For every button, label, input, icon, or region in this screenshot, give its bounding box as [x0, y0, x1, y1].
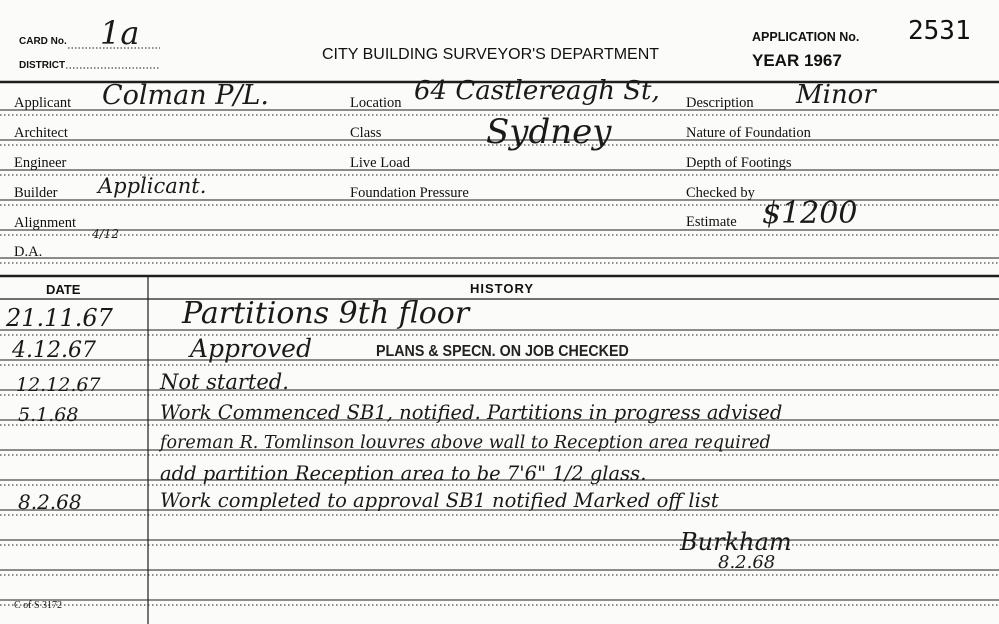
history-entry: Work completed to approval SB1 notified Marked off list	[160, 489, 719, 512]
history-date: 5.1.68	[18, 404, 79, 426]
builder-value: Applicant.	[98, 174, 207, 198]
history-date: 12.12.67	[16, 374, 101, 396]
signature-date: 8.2.68	[718, 552, 776, 573]
history-entry: foreman R. Tomlinson louvres above wall to Reception area required	[160, 433, 771, 453]
class-label: Class	[350, 125, 382, 141]
history-entry: Work Commenced SB1, notified. Partitions in progress advised	[160, 401, 783, 424]
depth-of-footings-label: Depth of Footings	[686, 155, 792, 171]
estimate-value: $1200	[762, 196, 858, 231]
live-load-label: Live Load	[350, 155, 410, 171]
location-value-2: Sydney	[486, 112, 612, 152]
department-title: CITY BUILDING SURVEYOR'S DEPARTMENT	[322, 46, 660, 63]
description-label: Description	[686, 95, 754, 111]
card-no-value: 1a	[100, 14, 140, 52]
history-entry: Approved	[190, 334, 312, 363]
form-number: C of S 3172	[14, 600, 63, 611]
architect-label: Architect	[14, 125, 68, 141]
description-value: Minor	[796, 80, 876, 110]
district-label: DISTRICT	[19, 60, 66, 71]
history-entry: Not started.	[160, 370, 289, 394]
approval-stamp: PLANS & SPECN. ON JOB CHECKED	[376, 343, 629, 360]
applicant-value: Colman P/L.	[102, 80, 269, 111]
history-date: 4.12.67	[12, 338, 96, 363]
engineer-label: Engineer	[14, 155, 67, 171]
history-entry: Partitions 9th floor	[182, 296, 470, 331]
history-entry: add partition Reception area to be 7'6" 1/2 glass.	[160, 462, 647, 485]
nature-of-foundation-label: Nature of Foundation	[686, 125, 811, 141]
estimate-label: Estimate	[686, 214, 737, 230]
application-no-label: APPLICATION No.	[752, 30, 860, 44]
signature: Burkham	[680, 528, 792, 556]
da-label: D.A.	[14, 244, 43, 260]
year-label: YEAR 1967	[752, 51, 842, 70]
application-no-value: 2531	[908, 16, 971, 46]
location-label: Location	[350, 95, 402, 111]
history-date: 21.11.67	[6, 304, 113, 332]
applicant-label: Applicant	[14, 95, 72, 111]
date-column-header: DATE	[46, 282, 81, 297]
alignment-label: Alignment	[14, 215, 77, 231]
card-no-label: CARD No.	[19, 36, 67, 47]
alignment-value: 4/12	[92, 227, 119, 241]
builder-label: Builder	[14, 185, 58, 201]
history-column-header: HISTORY	[470, 281, 535, 296]
location-value: 64 Castlereagh St,	[414, 76, 660, 106]
foundation-pressure-label: Foundation Pressure	[350, 185, 469, 201]
history-date: 8.2.68	[18, 490, 82, 514]
checked-by-label: Checked by	[686, 185, 755, 201]
